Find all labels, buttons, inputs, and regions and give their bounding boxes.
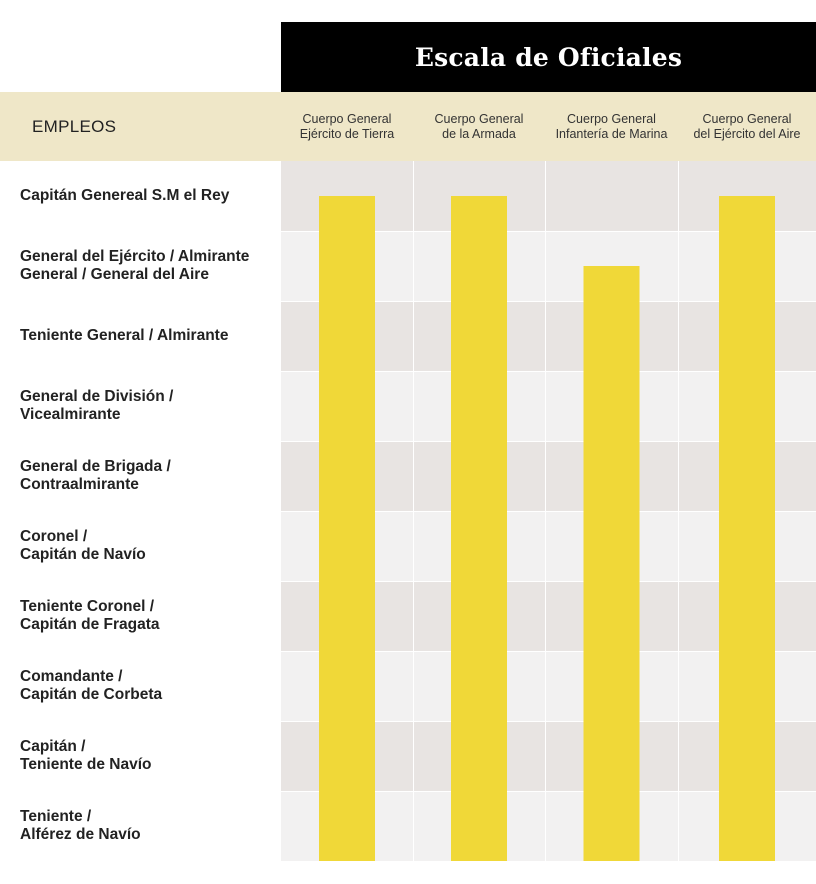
- rank-label-line2: Capitán de Navío: [20, 546, 146, 563]
- rank-label: [20, 301, 282, 371]
- column-header-line1: Cuerpo General: [302, 111, 392, 126]
- rank-label-line1: Coronel /: [20, 528, 88, 545]
- column-header-line2: Infantería de Marina: [555, 126, 668, 141]
- column-header-line2: Ejército de Tierra: [299, 126, 395, 141]
- rank-label: [20, 511, 282, 581]
- rank-label-line2: Teniente de Navío: [20, 756, 152, 773]
- bar-1: [451, 196, 507, 861]
- rank-label: [20, 791, 282, 861]
- column-header-tierra: [281, 92, 413, 161]
- rank-label-line1: General de Brigada /: [20, 458, 171, 475]
- column-header-line1: Cuerpo General: [434, 111, 524, 126]
- rank-label-line1: Teniente Coronel /: [20, 598, 155, 615]
- rank-label-line1: Capitán /: [20, 738, 86, 755]
- column-header-line2: del Ejército del Aire: [693, 126, 801, 141]
- column-header-line2: de la Armada: [442, 126, 516, 141]
- bar-2: [584, 266, 640, 861]
- rank-label-line2: Contraalmirante: [20, 476, 139, 493]
- rank-label: [20, 721, 282, 791]
- rank-label-line1: General de División /: [20, 388, 174, 405]
- column-header-armada: [413, 92, 545, 161]
- column-header-line1: Cuerpo General: [567, 111, 656, 126]
- row-header-label: EMPLEOS: [32, 117, 117, 136]
- column-header-aire: [678, 92, 816, 161]
- rank-label: [20, 441, 282, 511]
- bar-3: [719, 196, 775, 861]
- rank-label-line2: Alférez de Navío: [20, 826, 141, 843]
- chart-title: Escala de Oficiales: [414, 42, 683, 72]
- rank-label: [20, 371, 282, 441]
- rank-label-line1: Capitán Genereal S.M el Rey: [20, 187, 230, 204]
- rank-label: [20, 581, 282, 651]
- rank-label-line1: Teniente /: [20, 808, 92, 825]
- column-header-infanteria: [545, 92, 678, 161]
- rank-label-line2: Vicealmirante: [20, 406, 121, 423]
- rank-label: [20, 231, 282, 301]
- rank-label-line1: Teniente General / Almirante: [20, 327, 229, 344]
- title-bar: [281, 22, 816, 92]
- rank-label-line1: General del Ejército / Almirante: [20, 248, 250, 265]
- rank-label-line2: Capitán de Corbeta: [20, 686, 163, 703]
- column-header-line1: Cuerpo General: [702, 111, 792, 126]
- rank-label: [20, 161, 282, 231]
- grid-cell: [546, 161, 678, 231]
- rank-label: [20, 651, 282, 721]
- rank-label-line2: Capitán de Fragata: [20, 616, 160, 633]
- bar-0: [319, 196, 375, 861]
- rank-label-line1: Comandante /: [20, 668, 123, 685]
- rank-label-line2: General / General del Aire: [20, 266, 209, 283]
